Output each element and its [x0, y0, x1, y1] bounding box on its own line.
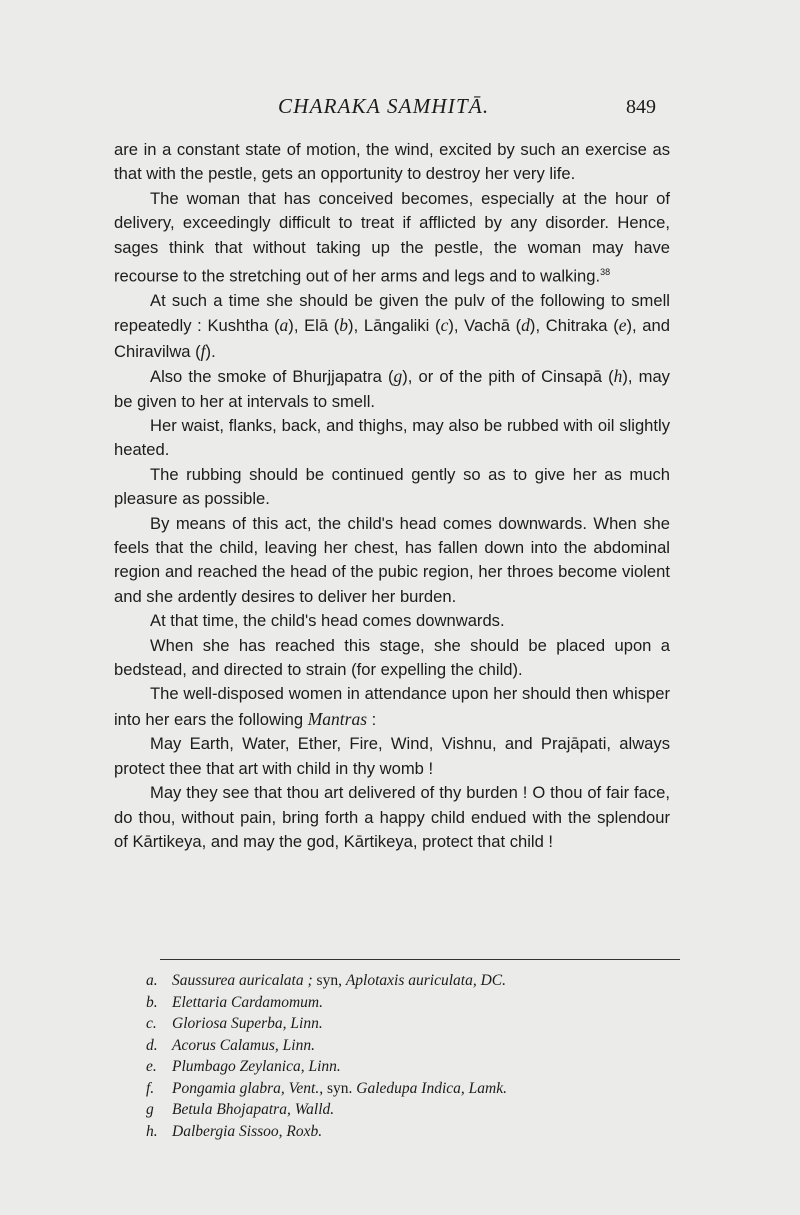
- footnote-text: [172, 1058, 341, 1075]
- paragraph: [114, 138, 670, 187]
- footnote-letter: b.: [146, 993, 158, 1011]
- footnote-letter: e.: [146, 1058, 157, 1075]
- footnote-text: [172, 994, 323, 1011]
- text-segment: By means of this act, the child's head comes downwards. When she feels that the child, leaving her chest, has fallen down into the abdominal region and reached the head of the pubic region, her throes become violent and she ardently desires to deliver her burden.: [114, 513, 670, 606]
- footnotes: [140, 970, 700, 1142]
- italic-text: c: [440, 315, 449, 336]
- italic-text: e: [618, 315, 627, 336]
- italic-text: Dalbergia Sissoo, Roxb.: [172, 1122, 323, 1140]
- italic-text: Pongamia glabra, Vent.,: [172, 1079, 324, 1097]
- text-segment: Her waist, flanks, back, and thighs, may also be rubbed with oil slightly heated.: [114, 416, 670, 460]
- text-segment: :: [367, 709, 377, 729]
- text-segment: ).: [205, 341, 216, 361]
- text-segment: syn,: [312, 972, 346, 989]
- italic-text: Mantras: [307, 708, 368, 729]
- page-header: [0, 94, 800, 124]
- footnote-letter: a.: [146, 972, 158, 989]
- paragraph: [114, 609, 670, 633]
- text-segment: ), Chitraka (: [529, 316, 619, 336]
- text-segment: are in a constant state of motion, the wind, excited by such an exercise as that with the pestle, gets an opportunity to destroy her very life.: [114, 140, 670, 184]
- footnote-letter: f.: [146, 1079, 155, 1097]
- footnote-text: [172, 972, 506, 989]
- italic-text: Gloriosa Superba, Linn.: [172, 1015, 323, 1032]
- footnote: [140, 1121, 700, 1143]
- italic-text: g: [393, 366, 403, 387]
- italic-text: d: [521, 315, 530, 336]
- paragraph: [114, 364, 670, 414]
- footnote: [140, 1099, 700, 1121]
- italic-text: Plumbago Zeylanica, Linn.: [172, 1058, 341, 1075]
- text-segment: May Earth, Water, Ether, Fire, Wind, Vishnu, and Prajāpati, always protect thee that art with child in thy womb !: [114, 734, 670, 778]
- text-segment: The woman that has conceived becomes, especially at the hour of delivery, exceedingly difficult to treat if afflicted by any disorder. Hence, sages think that without taking up the pestle, the woman may have recourse to the stretching out of her arms and legs and to walking.: [114, 188, 670, 286]
- footnote-text: [172, 1015, 323, 1032]
- paragraph: [114, 732, 670, 781]
- footnote-letter: d.: [146, 1036, 158, 1054]
- footnote-rule: [160, 959, 680, 960]
- text-segment: The well-disposed women in attendance upon her should then whisper into her ears the following: [114, 684, 670, 729]
- footnote-text: [172, 1037, 315, 1054]
- italic-text: Aplotaxis auriculata, DC.: [345, 972, 506, 989]
- text-segment: ), may be given to her at intervals to smell.: [114, 367, 670, 411]
- italic-text: Acorus Calamus, Linn.: [172, 1036, 315, 1054]
- paragraph: [114, 463, 670, 512]
- footnote-text: [172, 1101, 334, 1118]
- running-title: CHARAKA SAMHITĀ.: [278, 94, 490, 118]
- text-segment: The rubbing should be continued gently so as to give her as much pleasure as possible.: [114, 464, 670, 509]
- text-segment: May they see that thou art delivered of thy burden ! O thou of fair face, do thou, without pain, bring forth a happy child endued with the splendour of Kārtikeya, and may the god, Kārtikeya, protect that child !: [114, 783, 670, 851]
- footnote-text: [172, 1123, 322, 1140]
- paragraph: [114, 187, 670, 289]
- footnote: [140, 1035, 700, 1057]
- footnote: [140, 970, 700, 992]
- italic-text: Elettaria Cardamomum.: [172, 993, 323, 1011]
- italic-text: h: [613, 366, 623, 387]
- italic-text: Saussurea auricalata ;: [172, 972, 313, 989]
- text-segment: Also the smoke of Bhurjjapatra (: [150, 367, 394, 387]
- paragraph: [114, 414, 670, 463]
- text-segment: ), Vachā (: [448, 316, 522, 336]
- paragraph: [114, 682, 670, 732]
- footnote-marker: 38: [600, 267, 611, 278]
- paragraph: [114, 289, 670, 364]
- italic-text: f: [200, 340, 206, 361]
- footnote-text: [172, 1080, 507, 1097]
- body-text: [114, 138, 670, 854]
- paragraph: [114, 781, 670, 854]
- footnote: [140, 1013, 700, 1035]
- italic-text: Betula Bhojapatra, Walld.: [172, 1101, 335, 1118]
- text-segment: syn.: [323, 1079, 357, 1097]
- footnote-letter: g: [146, 1101, 154, 1118]
- text-segment: ), Lāngaliki (: [348, 316, 441, 336]
- paragraph: [114, 512, 670, 610]
- text-segment: When she has reached this stage, she should be placed upon a bedstead, and directed to strain (for expelling the child).: [114, 635, 670, 680]
- paragraph: [114, 634, 670, 683]
- italic-text: a: [279, 315, 289, 336]
- footnote-letter: h.: [146, 1122, 158, 1140]
- text-segment: At such a time she should be given the pulv of the following to smell repeatedly : Kushtha (: [114, 290, 670, 336]
- italic-text: Galedupa Indica, Lamk.: [356, 1079, 507, 1097]
- text-segment: ), and Chiravilwa (: [114, 316, 670, 361]
- footnote: [140, 1078, 700, 1100]
- footnote-letter: c.: [146, 1015, 157, 1032]
- text-segment: At that time, the child's head comes downwards.: [150, 611, 505, 631]
- text-segment: ), or of the pith of Cinsapā (: [402, 367, 614, 387]
- footnote: [140, 992, 700, 1014]
- italic-text: b: [339, 315, 349, 336]
- text-segment: ), Elā (: [288, 316, 340, 336]
- page-number: 849: [626, 96, 656, 118]
- footnote: [140, 1056, 700, 1078]
